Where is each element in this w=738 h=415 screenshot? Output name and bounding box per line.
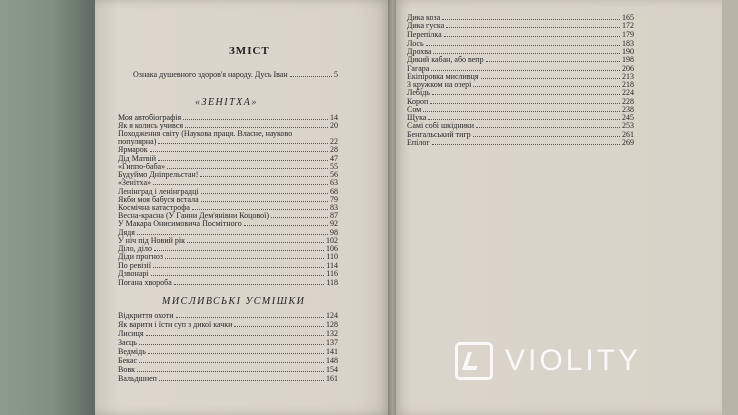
section-heading-zenitkha: «ЗЕНІТХА»: [195, 97, 258, 108]
dot-leader: [153, 183, 328, 185]
entry-title: Ознака душевного здоров'я народу. Дусь Іван: [133, 70, 288, 79]
entry-page: 253: [622, 121, 634, 130]
entry-page: 238: [622, 105, 634, 114]
entry-page: 47: [330, 154, 338, 163]
entry-title: Як я колись учився: [118, 121, 184, 130]
entry-title: Якби моя бабуся встала: [118, 195, 199, 204]
entry-title: Сом: [407, 105, 422, 114]
dot-leader: [159, 379, 324, 381]
dot-leader: [154, 249, 324, 251]
toc-title: ЗМІСТ: [229, 45, 270, 57]
entry-page: 110: [326, 252, 338, 261]
dot-leader: [234, 325, 324, 327]
dot-leader: [165, 257, 324, 259]
dot-leader: [137, 370, 324, 372]
dot-leader: [200, 175, 328, 177]
dot-leader: [148, 352, 324, 354]
entry-title: Лось: [407, 39, 424, 48]
toc-entry: [118, 179, 338, 187]
entry-page: 224: [622, 88, 634, 97]
dot-leader: [158, 142, 328, 144]
entry-title: Ярмарок: [118, 145, 148, 154]
dot-leader: [444, 35, 620, 37]
entry-title: Походження світу (Наукова праця. Власне, науково: [118, 129, 293, 138]
toc-entry: [407, 106, 634, 114]
dot-leader: [139, 361, 324, 363]
dot-leader: [167, 167, 328, 169]
entry-page: 128: [326, 320, 338, 329]
entry-page: 102: [326, 236, 338, 245]
entry-page: 228: [622, 97, 634, 106]
entry-title: Лебідь: [407, 88, 430, 97]
toc-entry: [118, 366, 338, 374]
entry-page: 118: [326, 278, 338, 287]
entry-title: Дід Матвій: [118, 154, 156, 163]
entry-page: 98: [330, 228, 338, 237]
dot-leader: [290, 75, 332, 77]
entry-title: Космічна катастрофа: [118, 203, 190, 212]
dot-leader: [201, 200, 328, 202]
dot-leader: [146, 334, 325, 336]
toc-entry: [407, 139, 634, 147]
toc-entry: [118, 375, 338, 383]
dot-leader: [486, 60, 620, 62]
watermark: [455, 342, 641, 380]
violity-logo-icon: [455, 342, 493, 380]
entry-page: 165: [622, 13, 634, 22]
entry-page: 172: [622, 21, 634, 30]
dot-leader: [446, 26, 620, 28]
entry-page: 190: [622, 47, 634, 56]
dot-leader: [158, 159, 328, 161]
dot-leader: [137, 233, 328, 235]
entry-title: Екіпіровка мисливця: [407, 72, 479, 81]
entry-page: 137: [326, 338, 338, 347]
entry-page: 22: [330, 137, 338, 146]
book-cover-edge: [0, 0, 95, 415]
entry-title: По ревізії: [118, 261, 151, 270]
right-page-edge: [722, 0, 738, 415]
entry-title: Ведмідь: [118, 347, 146, 356]
entry-page: 183: [622, 39, 634, 48]
entry-title: Заєць: [118, 338, 137, 347]
dot-leader: [442, 18, 620, 20]
toc-entry: [118, 146, 338, 154]
entry-page: 154: [326, 365, 338, 374]
toc-entry: [407, 98, 634, 106]
toc-entry: [118, 279, 338, 287]
entry-title: Як варити і їсти суп з дикої качки: [118, 320, 233, 329]
toc-entry: [118, 220, 338, 228]
entry-title: «Зенітха»: [118, 178, 152, 187]
entry-page: 179: [622, 30, 634, 39]
toc-entry: [407, 81, 634, 89]
entry-page: 132: [326, 329, 338, 338]
toc-entry: [118, 330, 338, 338]
toc-entry: [118, 357, 338, 365]
entry-title: Щука: [407, 113, 427, 122]
dot-leader: [428, 118, 620, 120]
dot-leader: [201, 192, 328, 194]
dot-leader: [481, 77, 621, 79]
entry-page: 114: [326, 261, 338, 270]
entry-title: Дрохва: [407, 47, 432, 56]
dot-leader: [244, 224, 328, 226]
watermark-text: VIOLITY: [505, 344, 642, 377]
entry-page: 5: [334, 70, 338, 79]
entry-page: 79: [330, 195, 338, 204]
dot-leader: [183, 118, 328, 120]
toc-entry: [118, 312, 338, 320]
entry-page: 20: [330, 121, 338, 130]
dot-leader: [433, 52, 620, 54]
entry-title: Епілог: [407, 138, 430, 147]
entry-title: Весна-красна (У Ганни Дем'янівни Коцової): [118, 211, 270, 220]
toc-entry: [407, 31, 634, 39]
entry-title: Бенгальський тигр: [407, 130, 471, 139]
toc-entry: [407, 22, 634, 30]
dot-leader: [176, 316, 324, 318]
entry-title: У Макара Онисимовича Посмітного: [118, 219, 242, 228]
entry-title: Дзвонарі: [118, 269, 149, 278]
entry-page: 28: [330, 145, 338, 154]
dot-leader: [185, 126, 328, 128]
toc-entry: [118, 348, 338, 356]
entry-title: Дика гуска: [407, 21, 445, 30]
dot-leader: [153, 266, 324, 268]
toc-entry: [118, 270, 338, 278]
entry-page: 213: [622, 72, 634, 81]
entry-title: З кружком на озері: [407, 80, 472, 89]
entry-title: Діди прогноз: [118, 252, 164, 261]
entry-page: 148: [326, 356, 338, 365]
entry-title: Діло, діло: [118, 244, 152, 253]
entry-title: У ніч під Новий рік: [118, 236, 185, 245]
dot-leader: [192, 208, 328, 210]
dot-leader: [431, 69, 620, 71]
dot-leader: [476, 126, 620, 128]
entry-page: 218: [622, 80, 634, 89]
entry-title: Перепілка: [407, 30, 442, 39]
toc-entry: [118, 138, 338, 146]
entry-title: Погана хвороба: [118, 278, 172, 287]
toc-entry: [407, 56, 634, 64]
dot-leader: [139, 343, 324, 345]
entry-page: 56: [330, 170, 338, 179]
entry-page: 116: [326, 269, 338, 278]
entry-title: Ленінград і ленінградці: [118, 187, 199, 196]
entry-title: Дика коза: [407, 13, 441, 22]
toc-entry: [118, 339, 338, 347]
toc-entry: [407, 122, 634, 130]
dot-leader: [151, 274, 325, 276]
dot-leader: [473, 135, 620, 137]
entry-title: Дядя: [118, 228, 135, 237]
toc-entry: [118, 262, 338, 270]
entry-page: 206: [622, 64, 634, 73]
entry-title: Моя автобіографія: [118, 113, 182, 122]
entry-title: Бекас: [118, 356, 138, 365]
entry-page: 68: [330, 187, 338, 196]
dot-leader: [150, 150, 328, 152]
dot-leader: [271, 216, 328, 218]
entry-page: 245: [622, 113, 634, 122]
toc-entry: [407, 40, 634, 48]
entry-title: Вальдшнеп: [118, 374, 157, 383]
entry-page: 141: [326, 347, 338, 356]
entry-title: «Гиппо-баба»: [118, 162, 166, 171]
dot-leader: [423, 110, 620, 112]
entry-title: Вовк: [118, 365, 135, 374]
entry-page: 161: [326, 374, 338, 383]
entry-page: 92: [330, 219, 338, 228]
entry-page: 87: [330, 211, 338, 220]
toc-entry: [118, 321, 338, 329]
entry-page: 124: [326, 311, 338, 320]
dot-leader: [473, 85, 620, 87]
entry-title: Дикий кабан, або вепр: [407, 55, 484, 64]
entry-title: Самі собі шкідники: [407, 121, 475, 130]
entry-page: 83: [330, 203, 338, 212]
entry-page: 106: [326, 244, 338, 253]
toc-entry: [118, 253, 338, 261]
toc-entry: [407, 89, 634, 97]
dot-leader: [426, 44, 620, 46]
dot-leader: [432, 143, 620, 145]
entry-page: 261: [622, 130, 634, 139]
dot-leader: [174, 283, 325, 285]
entry-title: Короп: [407, 97, 429, 106]
entry-page: 269: [622, 138, 634, 147]
book-gutter: [388, 0, 396, 415]
entry-title: популярна): [118, 137, 157, 146]
entry-title: Відкриття охоти: [118, 311, 174, 320]
entry-title: Будуймо Дніпрельстан!: [118, 170, 199, 179]
entry-title: Лисиця: [118, 329, 144, 338]
entry-page: 55: [330, 162, 338, 171]
dot-leader: [432, 93, 620, 95]
toc-entry: [118, 171, 338, 179]
dot-leader: [294, 135, 336, 136]
section-heading-myslyvski: МИСЛИВСЬКІ УСМІШКИ: [162, 296, 306, 307]
toc-entry: [407, 131, 634, 139]
intro-entry: [133, 71, 338, 79]
entry-page: 198: [622, 55, 634, 64]
dot-leader: [430, 102, 620, 104]
entry-page: 14: [330, 113, 338, 122]
entry-title: Гагара: [407, 64, 430, 73]
dot-leader: [187, 241, 324, 243]
entry-page: 63: [330, 178, 338, 187]
